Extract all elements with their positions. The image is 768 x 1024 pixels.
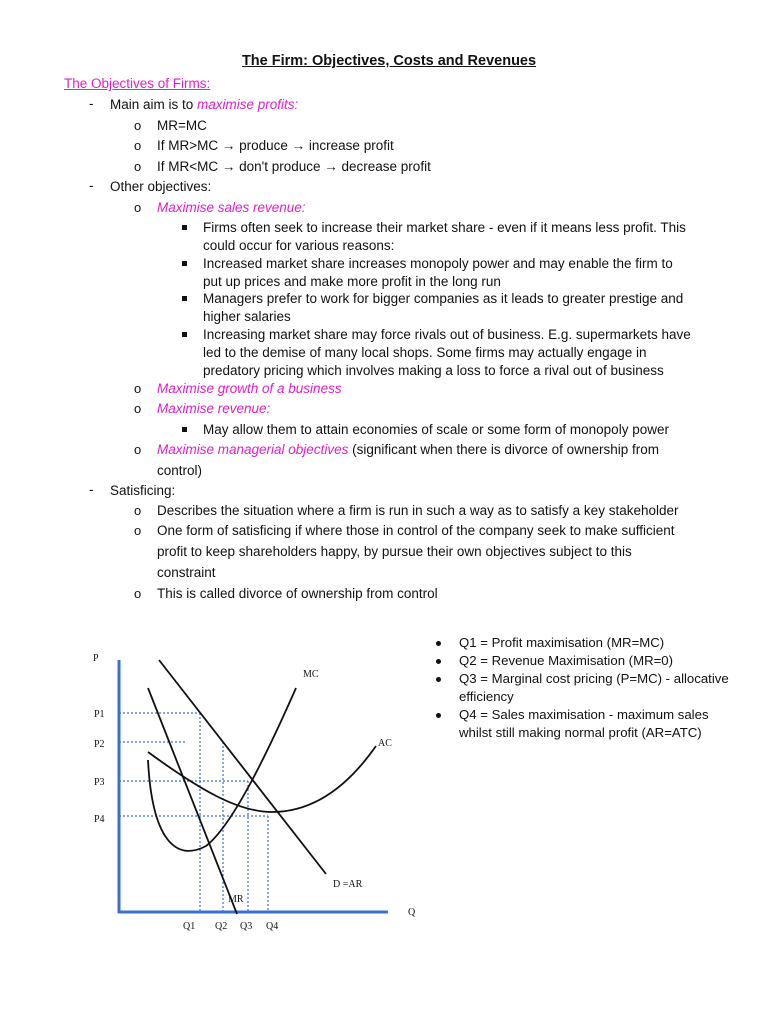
managerial-line-2: control) [157, 463, 203, 478]
bullet-dot [436, 713, 441, 718]
qty-label: Q2 [215, 921, 228, 932]
section-heading: The Objectives of Firms: [64, 76, 211, 91]
legend-text: Q2 = Revenue Maximisation (MR=0) [459, 653, 674, 668]
sales-revenue-heading: Maximise sales revenue: [157, 200, 306, 215]
page-title: The Firm: Objectives, Costs and Revenues [241, 53, 537, 69]
mr-label: MR [228, 894, 244, 905]
legend-item [432, 634, 732, 652]
qty-label: Q3 [240, 921, 253, 932]
o-bullet: o [134, 442, 142, 457]
revenue-objective: Maximise revenue: [157, 401, 271, 416]
guide-lines [119, 713, 268, 912]
legend-item [432, 652, 732, 670]
other-objectives: Other objectives: [110, 179, 212, 194]
satisficing-point: This is called divorce of ownership from control [157, 586, 438, 601]
demand-ar-curve [159, 660, 326, 874]
sales-point-line: led to the demise of many local shops. Some firms may actually engage in [203, 345, 647, 360]
dash-bullet: - [89, 178, 94, 193]
o-bullet: o [134, 503, 142, 518]
bullet-dot [436, 659, 441, 664]
mr-curve [148, 688, 237, 914]
axis-y-label: P [93, 653, 99, 664]
growth-objective: Maximise growth of a business [157, 381, 342, 396]
managerial-text: (significant when there is divorce of ownership from [348, 442, 659, 457]
price-label: P2 [94, 739, 105, 750]
axis-x-label: Q [408, 907, 416, 918]
revenue-point: May allow them to attain economies of scale or some form of monopoly power [203, 422, 669, 437]
bullet-dot [436, 641, 441, 646]
ac-curve [148, 746, 376, 812]
satisficing-point: Describes the situation where a firm is run in such a way as to satisfy a key stakeholder [157, 503, 679, 518]
sales-point-line: predatory pricing which involves making a loss to force a rival out of business [203, 363, 664, 378]
sales-point-line: Increased market share increases monopoly power and may enable the firm to [203, 256, 673, 271]
legend-item [432, 670, 732, 706]
sales-point-line: Increasing market share may force rivals out of business. E.g. supermarkets have [203, 327, 691, 342]
legend-item [432, 706, 732, 742]
main-aim-text: Main aim is to [110, 97, 198, 112]
mc-curve [148, 688, 296, 851]
mc-label: MC [303, 669, 319, 680]
satisficing-point: constraint [157, 565, 216, 580]
o-bullet: o [134, 586, 142, 601]
o-bullet: o [134, 138, 142, 153]
dash-bullet: - [89, 96, 94, 111]
sales-point-line: could occur for various reasons: [203, 238, 395, 253]
o-bullet: o [134, 381, 142, 396]
price-label: P1 [94, 709, 105, 720]
main-aim-emphasis: maximise profits: [197, 97, 299, 112]
o-bullet: o [134, 401, 142, 416]
o-bullet: o [134, 523, 142, 538]
profit-point: If MR>MC → produce → increase profit [157, 138, 394, 153]
o-bullet: o [134, 200, 142, 215]
sales-point-line: Firms often seek to increase their market share - even if it means less profit. This [203, 220, 686, 235]
bullet-dot [436, 677, 441, 682]
quantity-legend [432, 634, 732, 742]
o-bullet: o [134, 159, 142, 174]
qty-label: Q4 [266, 921, 279, 932]
legend-text: Q3 = Marginal cost pricing (P=MC) - allocative efficiency [459, 671, 729, 704]
sales-point-line: Managers prefer to work for bigger companies as it leads to greater prestige and [203, 291, 684, 306]
sales-point-line: put up prices and make more profit in the long run [203, 274, 501, 289]
satisficing-point: One form of satisficing if where those in control of the company seek to make sufficient [157, 523, 675, 538]
satisficing-point: profit to keep shareholders happy, by pursue their own objectives subject to this [157, 544, 632, 559]
price-label: P3 [94, 777, 105, 788]
profit-point: If MR<MC → don't produce → decrease profit [157, 159, 431, 174]
satisficing-heading: Satisficing: [110, 483, 176, 498]
o-bullet: o [134, 118, 142, 133]
legend-text: Q1 = Profit maximisation (MR=MC) [459, 635, 665, 650]
dash-bullet: - [89, 482, 94, 497]
ar-label: D =AR [333, 879, 363, 890]
sales-point-line: higher salaries [203, 309, 291, 324]
qty-label: Q1 [183, 921, 196, 932]
legend-text: Q4 = Sales maximisation - maximum sales whilst still making normal profit (AR=ATC) [459, 707, 709, 740]
price-label: P4 [94, 814, 105, 825]
ac-label: AC [378, 738, 392, 749]
managerial-emphasis: Maximise managerial objectives [157, 442, 349, 457]
profit-point: MR=MC [157, 118, 207, 133]
